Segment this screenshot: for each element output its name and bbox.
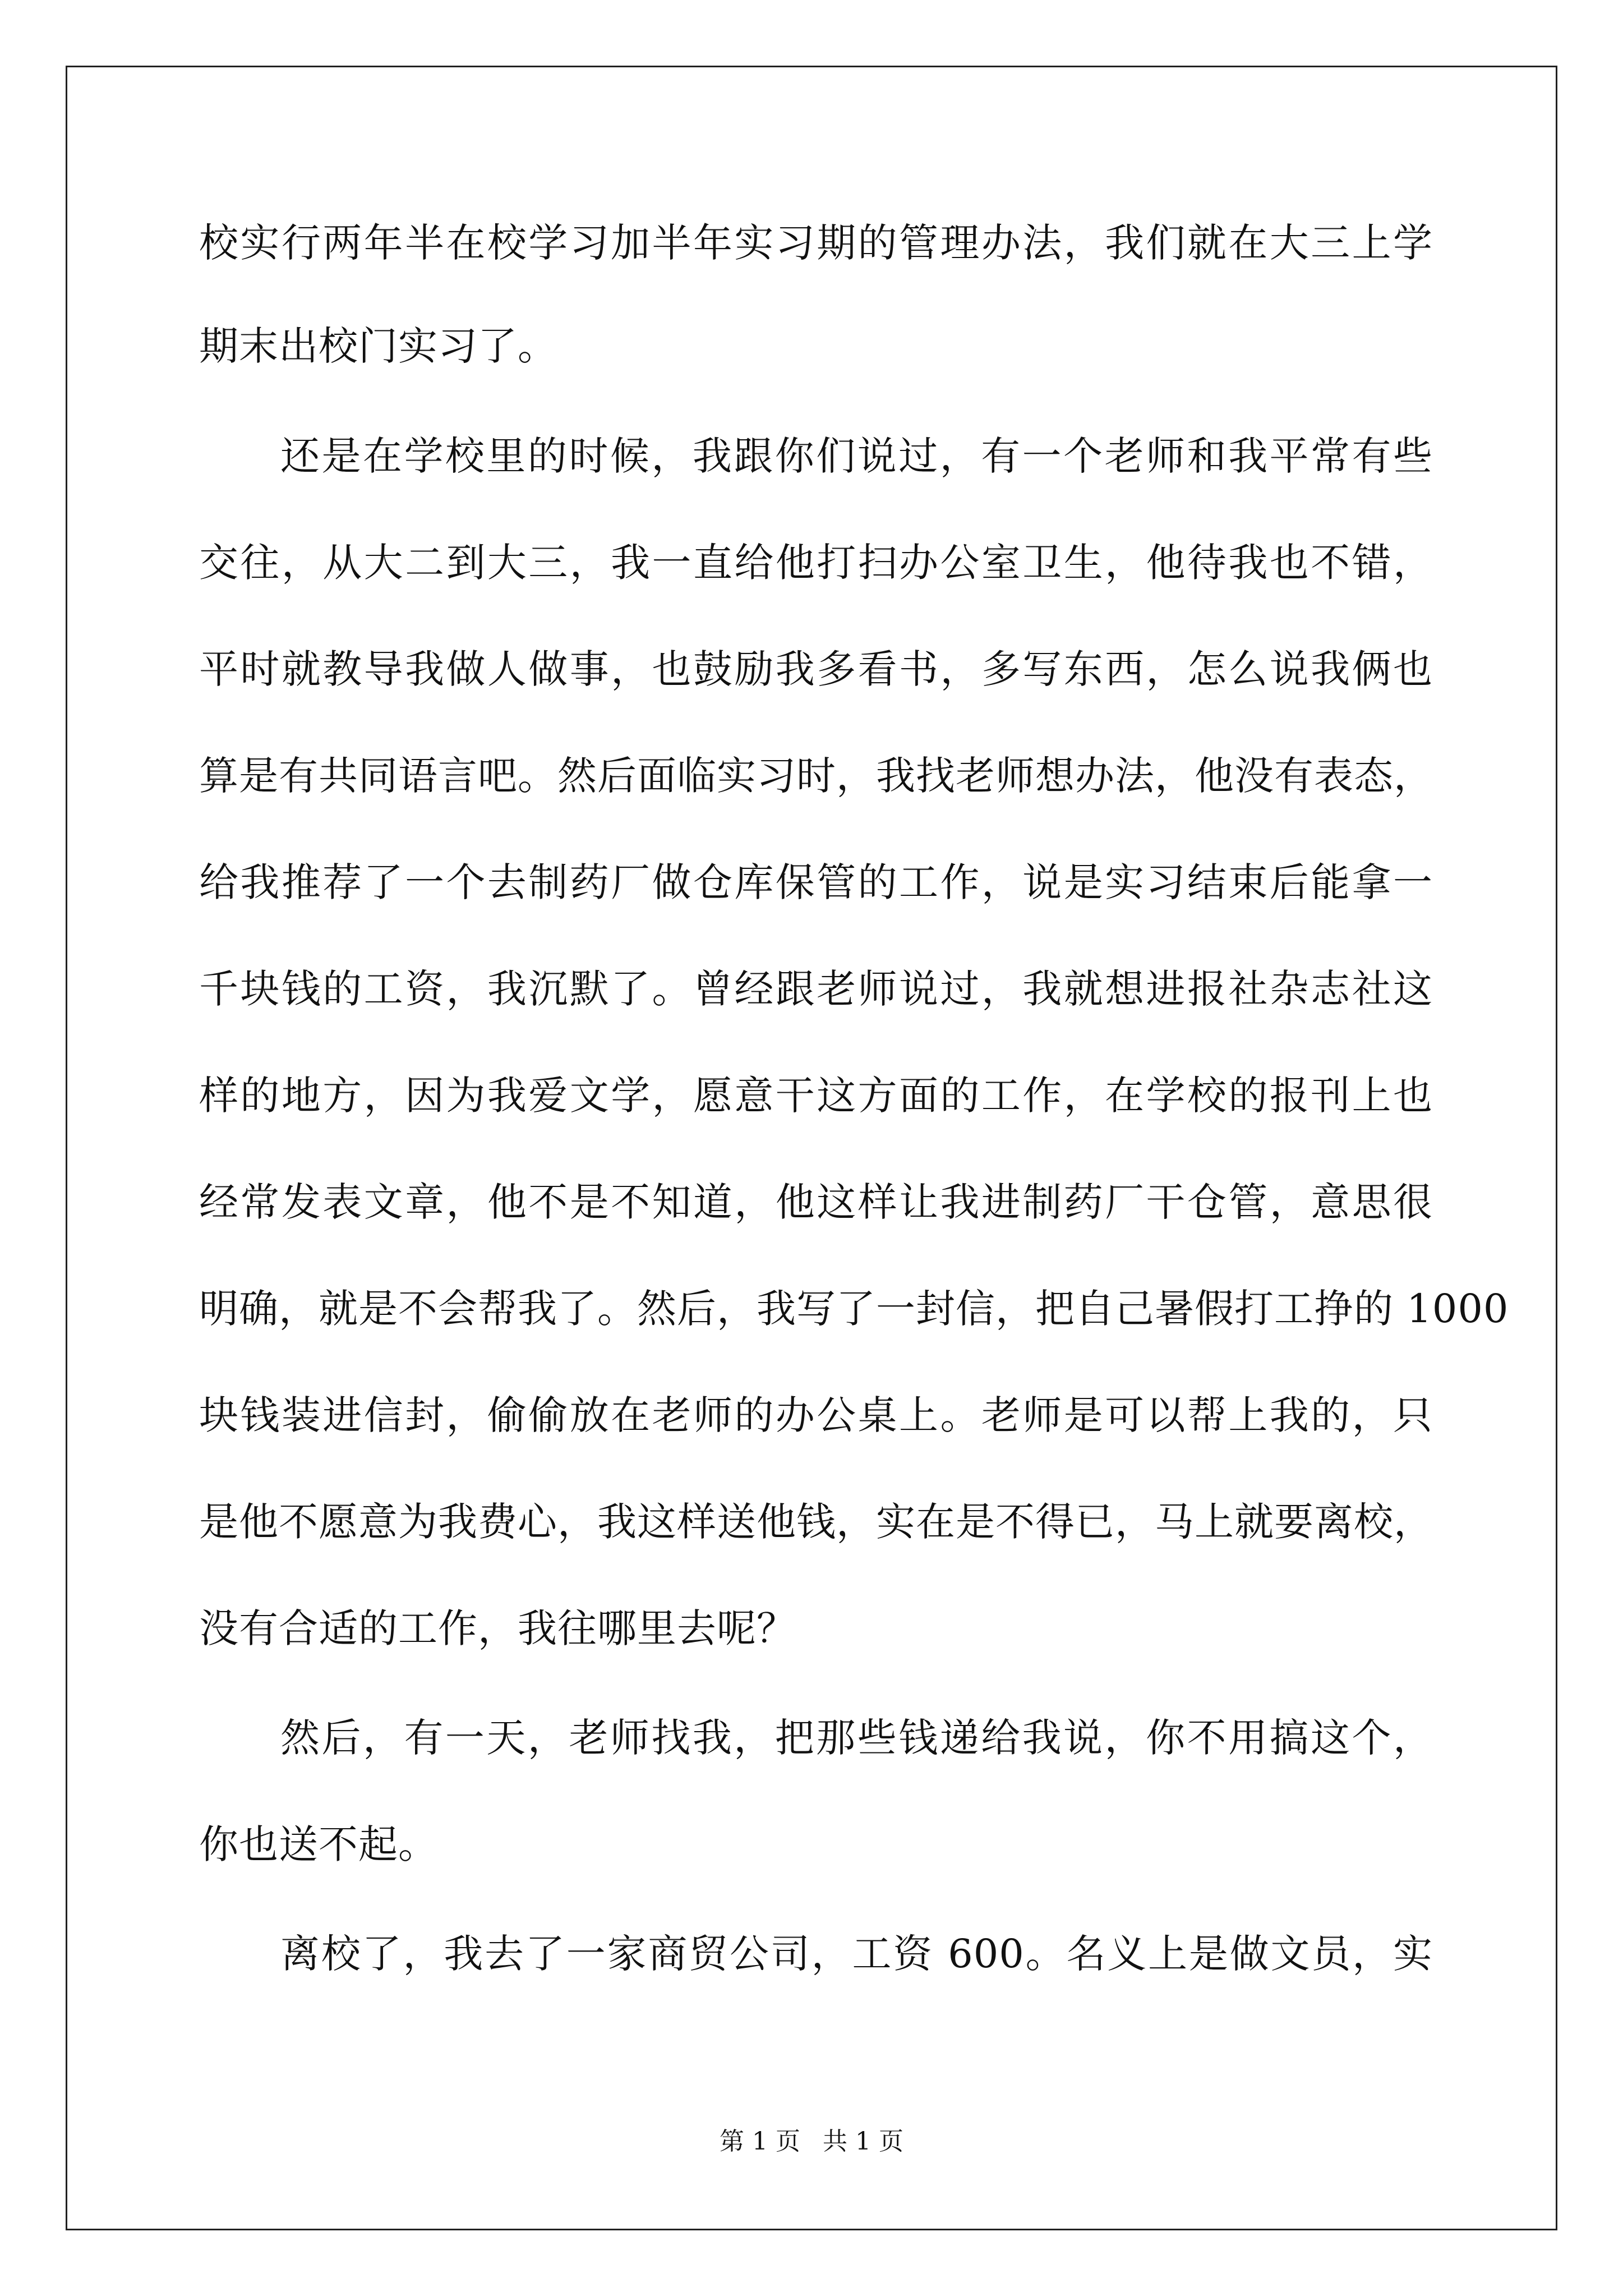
- paragraph-start-line: 离校了，我去了一家商贸公司，工资 600。名义上是做文员，实: [280, 1931, 1433, 1977]
- text-line: 交往，从大二到大三，我一直给他打扫办公室卫生，他待我也不错，: [199, 540, 1433, 586]
- text-line: 给我推荐了一个去制药厂做仓库保管的工作，说是实习结束后能拿一: [199, 859, 1433, 905]
- text-line: 明确，就是不会帮我了。然后，我写了一封信，把自己暑假打工挣的 1000: [199, 1286, 1509, 1332]
- text-line: 块钱装进信封，偷偷放在老师的办公桌上。老师是可以帮上我的，只: [199, 1392, 1433, 1438]
- text-line: 期末出校门实习了。: [199, 323, 557, 369]
- paragraph-start-line: 然后，有一天，老师找我，把那些钱递给我说，你不用搞这个，: [280, 1715, 1433, 1761]
- text-line: 平时就教导我做人做事，也鼓励我多看书，多写东西，怎么说我俩也: [199, 646, 1433, 692]
- page-border: [66, 66, 1557, 2230]
- page-number: 第 1 页: [720, 2127, 800, 2156]
- text-line: 算是有共同语言吧。然后面临实习时，我找老师想办法，他没有表态，: [199, 753, 1433, 799]
- text-line: 千块钱的工资，我沉默了。曾经跟老师说过，我就想进报社杂志社这: [199, 966, 1433, 1012]
- text-line: 经常发表文章，他不是不知道，他这样让我进制药厂干仓管，意思很: [199, 1179, 1433, 1225]
- paragraph-start-line: 还是在学校里的时候，我跟你们说过，有一个老师和我平常有些: [280, 433, 1433, 479]
- text-line: 是他不愿意为我费心，我这样送他钱，实在是不得已，马上就要离校，: [199, 1499, 1433, 1545]
- page-total: 共 1 页: [823, 2127, 903, 2156]
- page-footer: [0, 2125, 1623, 2159]
- text-line: 你也送不起。: [199, 1821, 438, 1867]
- text-line: 校实行两年半在校学习加半年实习期的管理办法，我们就在大三上学: [199, 220, 1433, 266]
- text-line: 样的地方，因为我爱文学，愿意干这方面的工作，在学校的报刊上也: [199, 1073, 1433, 1119]
- text-line: 没有合适的工作，我往哪里去呢？: [199, 1605, 796, 1651]
